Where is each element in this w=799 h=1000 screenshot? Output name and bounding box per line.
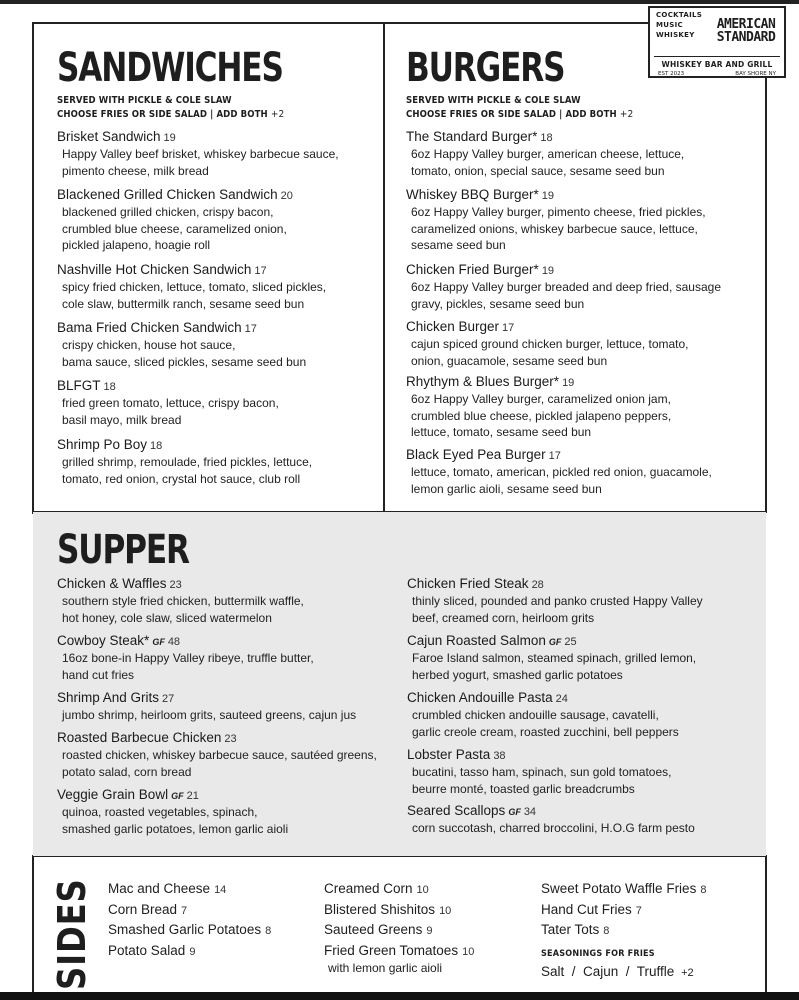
side-item-name: Sauteed Greens <box>324 922 423 937</box>
menu-item-price: 24 <box>555 693 568 705</box>
side-item-name: Tater Tots <box>541 922 600 937</box>
seasonings-options: Salt / Cajun / Truffle <box>541 964 675 979</box>
logo-brand-line2: STANDARD <box>716 30 776 45</box>
menu-item-description: potato salad, corn bread <box>62 764 192 779</box>
burgers-note-1: SERVED WITH PICKLE & COLE SLAW <box>406 95 581 106</box>
menu-item <box>57 261 326 312</box>
menu-item <box>406 318 689 369</box>
menu-item-description: Happy Valley beef brisket, whiskey barbecue sauce, <box>62 147 339 161</box>
side-item <box>324 920 432 942</box>
menu-item-price: 28 <box>531 579 544 591</box>
menu-item <box>406 128 684 179</box>
menu-item-description: crumbled blue cheese, caramelized onion, <box>62 221 287 236</box>
menu-item-name: Bama Fried Chicken Sandwich <box>57 320 242 335</box>
menu-item-price: 18 <box>540 132 553 144</box>
gluten-free-mark: GF <box>171 791 184 801</box>
menu-item <box>406 446 712 497</box>
menu-item-price: 17 <box>548 450 561 462</box>
seasonings-title: SEASONINGS FOR FRIES <box>541 949 655 959</box>
menu-item-description: pimento cheese, milk bread <box>62 163 209 178</box>
menu-item-description: 6oz Happy Valley burger breaded and deep fried, sausage <box>411 280 721 294</box>
menu-item-description: quinoa, roasted vegetables, spinach, <box>62 805 258 819</box>
menu-item-price: 25 <box>564 636 577 648</box>
menu-item-name: Chicken Fried Burger* <box>406 262 539 277</box>
sandwiches-title: SANDWICHES <box>57 45 283 91</box>
side-item-name: Blistered Shishitos <box>324 901 436 917</box>
side-item <box>108 920 271 942</box>
menu-item-description: basil mayo, milk bread <box>62 412 182 427</box>
menu-item-description: spicy fried chicken, lettuce, tomato, sliced pickles, <box>62 280 327 294</box>
logo-brand <box>708 18 784 44</box>
side-item <box>324 879 429 901</box>
side-item-name: Smashed Garlic Potatoes <box>108 922 262 937</box>
side-item-name: Fried Green Tomatoes <box>324 942 459 958</box>
menu-item-price: 23 <box>169 579 182 591</box>
menu-item <box>407 802 695 837</box>
menu-item-description: cole slaw, buttermilk ranch, sesame seed bun <box>62 296 305 311</box>
menu-item <box>407 746 671 797</box>
menu-item-price: 17 <box>254 265 267 277</box>
logo-location: BAY SHORE NY <box>735 71 776 77</box>
menu-item-header <box>406 373 671 391</box>
side-item-name: Hand Cut Fries <box>541 901 632 917</box>
menu-item-description: Faroe Island salmon, steamed spinach, grilled lemon, <box>412 651 697 665</box>
menu-item-description: garlic creole cream, roasted zucchini, bell peppers <box>412 724 679 739</box>
menu-item-description: gravy, pickles, sesame seed bun <box>411 296 585 311</box>
menu-item-price: 19 <box>562 377 575 389</box>
menu-item <box>407 575 703 626</box>
menu-item-description: corn succotash, charred broccolini, H.O.G farm pesto <box>412 821 695 835</box>
frame-right-top <box>765 78 767 512</box>
logo-tag-music: MUSIC <box>656 21 683 29</box>
menu-item-description: hand cut fries <box>62 667 135 682</box>
menu-item-description: blackened grilled chicken, crispy bacon, <box>62 205 274 219</box>
menu-item-price: 19 <box>541 190 555 202</box>
side-item <box>108 900 187 922</box>
menu-item-header <box>57 632 314 650</box>
frame-left-top <box>32 22 34 514</box>
frame-left-bottom <box>32 855 34 992</box>
menu-item-name: Shrimp And Grits <box>57 690 160 705</box>
side-item <box>108 941 195 963</box>
menu-item-price: 38 <box>493 750 506 762</box>
menu-item-description: 6oz Happy Valley burger, caramelized onion jam, <box>411 392 671 406</box>
menu-item-price: 48 <box>167 636 181 648</box>
menu-item <box>57 186 293 254</box>
menu-item-description: herbed yogurt, smashed garlic potatoes <box>412 667 623 682</box>
sides-title: SIDES <box>50 878 94 990</box>
menu-item-description: tomato, red onion, crystal hot sauce, club roll <box>62 471 301 486</box>
menu-item-name: The Standard Burger* <box>406 129 538 144</box>
side-item-price: 7 <box>635 904 642 917</box>
menu-item-name: Veggie Grain Bowl <box>57 787 169 802</box>
menu-item-price: 19 <box>541 265 555 277</box>
menu-item-description: roasted chicken, whiskey barbecue sauce, sautéed greens, <box>62 748 377 762</box>
menu-item-header <box>406 261 721 279</box>
menu-item-description: pickled jalapeno, hoagie roll <box>62 238 211 252</box>
logo-tag-whiskey: WHISKEY <box>656 31 695 39</box>
logo-tag-cocktails: COCKTAILS <box>656 11 703 19</box>
menu-item <box>57 436 312 487</box>
menu-item <box>407 632 696 683</box>
burgers-note-2-price: +2 <box>619 109 634 120</box>
menu-item <box>406 261 721 312</box>
frame-center-divider <box>383 22 385 512</box>
menu-item-price: 27 <box>162 693 175 705</box>
menu-item-header <box>406 318 689 336</box>
side-item-price: 8 <box>265 925 272 937</box>
sandwiches-note-2-text: CHOOSE FRIES OR SIDE SALAD | ADD BOTH <box>57 109 268 120</box>
side-item-name: Creamed Corn <box>324 881 413 896</box>
menu-item-price: 20 <box>280 190 293 202</box>
side-item <box>108 879 226 901</box>
gluten-free-mark: GF <box>548 637 562 647</box>
menu-item-description: lettuce, tomato, sesame seed bun <box>411 425 592 439</box>
menu-item-header <box>407 746 671 764</box>
menu-item-header <box>406 128 684 146</box>
side-note-aioli: with lemon garlic aioli <box>328 961 443 975</box>
menu-item-header <box>57 128 339 146</box>
side-item-price: 10 <box>462 945 475 958</box>
gluten-free-mark: GF <box>508 807 521 817</box>
logo-brand-line1: AMERICAN <box>716 17 776 32</box>
menu-item-description: hot honey, cole slaw, sliced watermelon <box>62 610 272 625</box>
menu-item-name: Chicken Andouille Pasta <box>407 690 553 705</box>
menu-item-description: sesame seed bun <box>411 238 506 252</box>
side-item-price: 8 <box>603 925 610 937</box>
menu-item-price: 18 <box>150 440 163 452</box>
menu-item <box>406 373 671 441</box>
side-item-price: 7 <box>181 904 188 917</box>
logo-divider <box>654 56 780 57</box>
menu-item-header <box>57 786 288 804</box>
menu-item <box>57 377 279 428</box>
sandwiches-note-2-price: +2 <box>270 109 285 120</box>
side-item-price: 10 <box>416 884 429 896</box>
menu-item-price: 34 <box>523 806 537 818</box>
menu-item-header <box>57 319 306 337</box>
menu-item-header <box>57 261 326 279</box>
seasonings-line <box>541 964 694 979</box>
menu-item-name: Roasted Barbecue Chicken <box>57 730 222 745</box>
menu-item-header <box>57 377 279 395</box>
menu-item-description: bama sauce, sliced pickles, sesame seed bun <box>62 354 307 369</box>
menu-item-description: onion, guacamole, sesame seed bun <box>411 353 608 368</box>
menu-item-name: Cowboy Steak* <box>57 633 150 648</box>
side-item-name: Sweet Potato Waffle Fries <box>541 881 697 896</box>
menu-item-description: thinly sliced, pounded and panko crusted Happy Valley <box>412 594 703 608</box>
side-item <box>324 941 474 963</box>
menu-item-name: Black Eyed Pea Burger <box>406 447 546 462</box>
menu-item-description: grilled shrimp, remoulade, fried pickles, lettuce, <box>62 455 313 469</box>
logo-est: EST 2023 <box>658 71 685 77</box>
menu-item-name: Lobster Pasta <box>407 747 491 762</box>
seasonings-price: +2 <box>681 967 694 979</box>
side-item <box>541 900 642 922</box>
menu-item-name: Cajun Roasted Salmon <box>407 633 546 648</box>
menu-item-description: beef, creamed corn, heirloom grits <box>412 610 595 625</box>
menu-item-name: Chicken Fried Steak <box>407 576 529 591</box>
menu-item <box>57 575 304 626</box>
menu-item <box>407 689 679 740</box>
menu-item <box>57 689 356 724</box>
menu-item-price: 23 <box>224 733 237 745</box>
side-item <box>324 900 451 922</box>
menu-item <box>57 729 377 780</box>
menu-item-price: 17 <box>244 323 257 335</box>
menu-item-name: Chicken & Waffles <box>57 576 167 591</box>
menu-item <box>57 786 288 837</box>
menu-item-description: crispy chicken, house hot sauce, <box>62 338 236 352</box>
menu-item-header <box>406 186 706 204</box>
menu-item <box>406 186 706 254</box>
menu-item-description: smashed garlic potatoes, lemon garlic aioli <box>62 821 289 836</box>
menu-item-price: 19 <box>163 132 176 144</box>
menu-item-description: fried green tomato, lettuce, crispy bacon, <box>62 396 279 410</box>
menu-item-header <box>407 689 679 707</box>
menu-item-header <box>57 575 304 593</box>
side-item <box>541 879 706 901</box>
menu-item-header <box>407 575 703 593</box>
side-item-name: Corn Bread <box>108 901 178 917</box>
menu-item-price: 21 <box>186 790 199 802</box>
menu-item-name: BLFGT <box>57 378 101 393</box>
burgers-title: BURGERS <box>406 45 565 91</box>
menu-item-header <box>57 186 293 204</box>
side-item-name: Mac and Cheese <box>108 881 211 896</box>
gluten-free-mark: GF <box>152 637 165 647</box>
menu-item-description: crumbled blue cheese, pickled jalapeno peppers, <box>411 408 672 423</box>
menu-item-header <box>406 446 712 464</box>
menu-item-description: tomato, onion, special sauce, sesame seed bun <box>411 163 665 178</box>
side-item-price: 9 <box>189 945 196 958</box>
side-item-price: 9 <box>426 925 433 937</box>
menu-item-description: lettuce, tomato, american, pickled red onion, guacamole, <box>411 465 712 479</box>
menu-item-description: caramelized onions, whiskey barbecue sauce, lettuce, <box>411 221 698 236</box>
menu-item-price: 17 <box>502 322 515 334</box>
menu-item-header <box>57 729 377 747</box>
menu-item-description: 6oz Happy Valley burger, american cheese, lettuce, <box>411 147 685 161</box>
menu-item-description: cajun spiced ground chicken burger, lettuce, tomato, <box>411 337 689 351</box>
menu-item-header <box>407 802 695 820</box>
menu-item-description: lemon garlic aioli, sesame seed bun <box>411 481 602 496</box>
menu-item-description: jumbo shrimp, heirloom grits, sauteed greens, cajun jus <box>62 708 357 722</box>
sandwiches-note-2 <box>57 108 284 122</box>
side-item-name: Potato Salad <box>108 942 186 958</box>
burgers-note-2 <box>406 108 633 122</box>
menu-item-name: Nashville Hot Chicken Sandwich <box>57 262 252 277</box>
menu-item-name: Seared Scallops <box>407 803 506 818</box>
menu-item-name: Chicken Burger <box>406 319 500 334</box>
menu-item-description: crumbled chicken andouille sausage, cavatelli, <box>412 708 659 722</box>
menu-item-name: Brisket Sandwich <box>57 129 161 144</box>
side-item-price: 10 <box>439 904 452 917</box>
menu-item-description: bucatini, tasso ham, spinach, sun gold tomatoes, <box>412 765 672 779</box>
menu-item-description: southern style fried chicken, buttermilk waffle, <box>62 594 304 608</box>
logo-subtitle: WHISKEY BAR AND GRILL <box>661 60 773 69</box>
menu-item-price: 18 <box>103 381 116 393</box>
burgers-note-2-text: CHOOSE FRIES OR SIDE SALAD | ADD BOTH <box>406 109 617 120</box>
menu-item-description: 16oz bone-in Happy Valley ribeye, truffle butter, <box>62 651 314 665</box>
menu-item-header <box>57 436 312 454</box>
menu-item <box>57 632 314 683</box>
side-item-price: 8 <box>700 884 707 896</box>
menu-item-name: Shrimp Po Boy <box>57 437 148 452</box>
sandwiches-note-1: SERVED WITH PICKLE & COLE SLAW <box>57 95 232 106</box>
menu-item-name: Whiskey BBQ Burger* <box>406 187 539 202</box>
side-item-price: 14 <box>214 884 227 896</box>
supper-title: SUPPER <box>57 527 189 573</box>
frame-top-left <box>32 22 648 24</box>
side-item <box>541 920 609 942</box>
menu-item <box>57 319 306 370</box>
top-edge <box>0 0 799 4</box>
menu-item <box>57 128 339 179</box>
menu-item-header <box>57 689 356 707</box>
menu-item-description: beurre monté, toasted garlic breadcrumbs <box>412 781 635 796</box>
menu-item-header <box>407 632 696 650</box>
menu-item-name: Rhythym & Blues Burger* <box>406 374 560 389</box>
brand-logo <box>648 6 786 78</box>
bottom-edge <box>0 992 799 1000</box>
menu-item-description: 6oz Happy Valley burger, pimento cheese, fried pickles, <box>411 205 706 219</box>
menu-item-name: Blackened Grilled Chicken Sandwich <box>57 187 278 202</box>
frame-right-bottom <box>765 855 767 992</box>
